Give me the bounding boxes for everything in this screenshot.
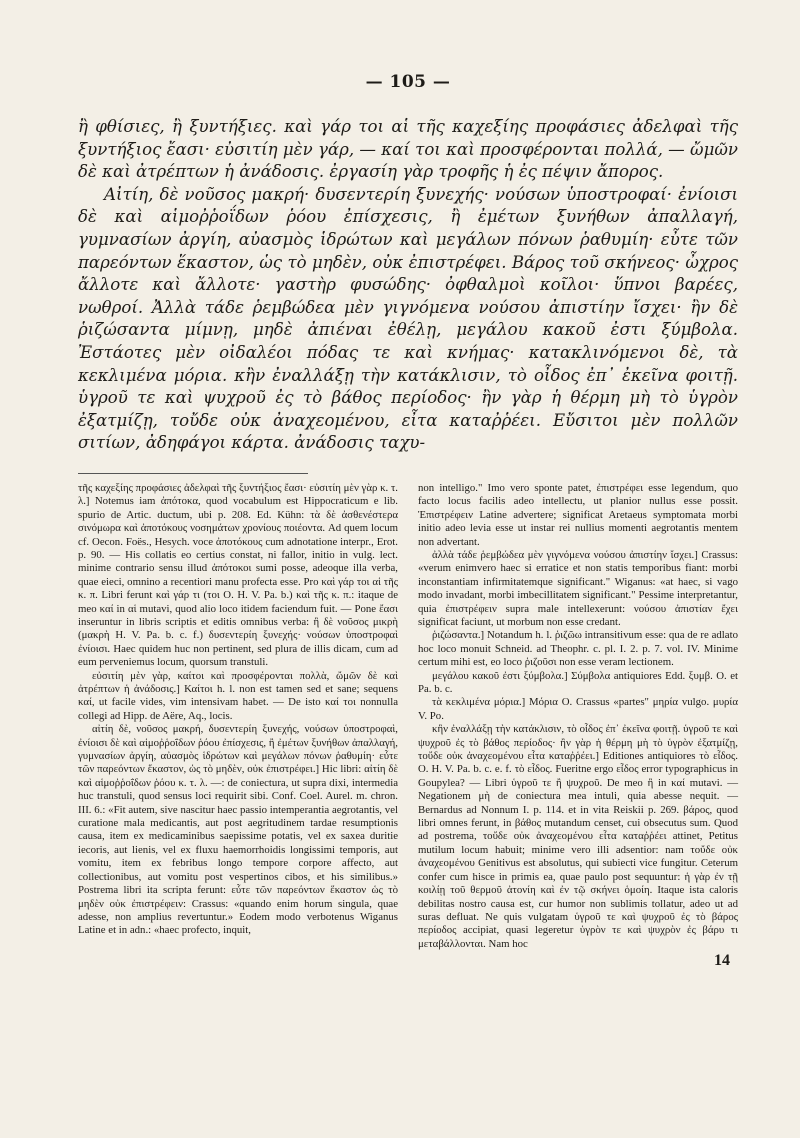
footnotes: [78, 482, 738, 968]
footnote-right-4: μεγάλου κακοῦ ἐστι ξύμβολα.] Σύμβολα antiquiores Edd. ξυμβ. O. et Pa. b. c.: [418, 669, 738, 695]
footnote-left-3: αἰτίη δὲ, νοῦσος μακρή, δυσεντερίη ξυνεχής, νούσων ὑποστροφαὶ, ἐνίοισι δὲ καὶ αἱμοῤῥοΐδων ῥόου ἐπίσχεσις, ἢ ἐμέτων ξυνήθων ἀπαλλαγή, γυμνασίων ἀργίη, αὐασμὸς ἱδρώτων καὶ μεγάλων πόνων ῥαθυμίη· εὖτε τῶν παρεόντων ἕκαστον, ὡς τὸ μηδὲν, οὐκ ἐπιστρέφει.] Hic libri: αἰτίη δὲ καὶ αἱμοῤῥοΐδων ῥόου κ. τ. λ. —: de coniectura, ut supra dixi, intermedia huc transtuli, quod sensus loci requirit sibi. Conf. Coel. Aurel. m. chron. III. 6.: «Fit autem, sive nascitur haec passio intemperantia aegrotantis, vel curatione mala medicantis, aut post aegritudinem tardae resumptionis causa, item ex medicaminibus saepissime potatis, vel ex saxea duritie iecoris, aut lienis, vel ex fluxu haemorrhoidis longissimi temporis, aut vomitu, item ex febribus longo tempore corpore affecto, aut collectionibus, aut vomitu post vespertinos cibos, et his similibus.» Postrema libri ita scripta ferunt: εὖτε τῶν παρεόντων ἕκαστον ὡς τὸ μηδὲν οὐκ ἐπιστρέφειν: Crassus: «quando enim horum singula, quae adesse, non amplius revertuntur.» Eodem modo verbotenus Wiganus Latine et in adn.: «haec profecto, inquit,: [78, 723, 398, 937]
footnote-left-1: τῆς καχεξίης προφάσιες ἀδελφαὶ τῆς ξυντήξιος ἔασι· εὐσιτίη μὲν γὰρ κ. τ. λ.] Notemus iam ἀπότοκα, quod vocabulum est Hippocraticum e lib. spurio de Artic. ductum, ubi p. 208. Ed. Kühn: τὰ δὲ ἀσθενέστερα σινόμωρα καὶ ἀποτόκους νοσημάτων χρονίους ποιέοντα. Ad quem locum cf. Oecon. Foës., Hesych. voce ἀποτόκους cum adnotatione interpr., Erot. p. 90. — His collatis eo certius constat, ni fallor, initio in vulg. lect. minime contrario sensu illud ἀπότοκοι sumi posse, adeoque illa verba, quae eieci, omnino a recentiori manu profecta esse. Pro καὶ γάρ τοι αἱ τῆς κ. π. Libri ferunt καὶ γάρ τι (τοι O. H. V. Pa. b.) καὶ τῆς κ. π.: itaque de meo καί in αἱ mutavi, quod alio loco itidem faciendum fuit. — Pone ἔασι inseruntur in libris scriptis et editis omnibus verba: ἢ δὲ νοῦσος μικρὴ (μακρὴ H. V. Pa. b. c. f.) δυσεντερίη ξυνεχής· νούσων ὑποστροφαὶ ἐνίοισι. Haec quidem huc non pertinent, sed plura de illis dicam, cum ad eum perveniemus locum, quorsum transtuli.: [78, 481, 398, 669]
footnote-right-3: ῥιζώσαντα.] Notandum h. l. ῥιζῶω intransitivum esse: qua de re adlato hoc loco monuit Schneid. ad Theophr. c. pl. I. 2. p. 7. vol. IV. Minime certum mihi est, eo loco ῥιζοῦσι non esse veram lectionem.: [418, 629, 738, 669]
main-paragraph-2: Αἰτίη, δὲ νοῦσος μακρή· δυσεντερίη ξυνεχής· νούσων ὑποστροφαί· ἐνίοισι δὲ καὶ αἱμοῤῥοΐδων ῥόου ἐπίσχεσις, ἢ ἐμέτων ξυνήθων ἀπαλλαγή, γυμνασίων ἀργίη, αὐασμὸς ἱδρώτων καὶ μεγάλων πόνων ῥαθυμίη· εὖτε τῶν παρεόντων ἕκαστον, ὡς τὸ μηδὲν, οὐκ ἐπιστρέφει. Βάρος τοῦ σκήνεος· ὦχρος ἄλλοτε καὶ ἄλλοτε· γαστὴρ φυσώδης· ὀφθαλμοὶ κοῖλοι· ὕπνοι βαρέες, νωθροί. Ἀλλὰ τάδε ῥεμβώδεα μὲν γιγνόμενα νούσου ἀπιστίην ἴσχει· ἢν δὲ ῥιζώσαντα μίμνῃ, μηδὲ ἀπιέναι ἐθέλῃ, μεγάλου κακοῦ ἐστι ξύμβολα. Ἐστάοτες μὲν οἰδαλέοι πόδας τε καὶ κνήμας· κατακλινόμενοι δὲ, τὰ κεκλιμένα μόρια. κἢν ἐναλλάξῃ τὴν κατάκλισιν, τὸ οἶδος ἐπ᾽ ἐκεῖνα φοιτῇ. ὑγροῦ τε καὶ ψυχροῦ ἐς τὸ βάθος περίοδος· ἢν γὰρ ἡ θέρμη μὴ τὸ ὑγρὸν ἐξατμίζῃ, τοὔδε οὐκ ἀναχεομένου, εἶτα καταῤῥέει. Εὔσιτοι μὲν πολλῶν σιτίων, ἀδηφάγοι κάρτα. ἀνάδοσις ταχυ-: [78, 184, 738, 453]
footnote-right-1: non intelligo." Imo vero sponte patet, ἐπιστρέφει esse legendum, quo facto locus facilis adeo intellectu, ut planior nullus esse possit. Ἐπιστρέφειν Latine advertere; significat Aretaeus symptomata morbi initio adeo levia esse ut instar rei nullius momenti aegrotantis mentem non advertant.: [418, 481, 738, 548]
main-greek-text: [78, 116, 738, 455]
footnotes-left-column: [78, 482, 398, 968]
page-number: — 105 —: [365, 72, 451, 92]
footnote-right-5: τὰ κεκλιμένα μόρια.] Μόρια O. Crassus «partes" μηρία vulgo. μυρία V. Po.: [418, 696, 738, 722]
footnote-left-2: εὐσιτίη μὲν γὰρ, καίτοι καὶ προσφέρονται πολλὰ, ὤμῶν δὲ καὶ ἀτρέπτων ἡ ἀνάδοσις.] Καίτοι h. l. non est tamen sed et sane; sequens καί, ut facile vides, vim intensivam habet. — De isto καί τοι nonnulla collegi ad Hipp. de Aëre, Aq., locis.: [78, 669, 398, 722]
footnote-right-2: ἀλλὰ τάδε ῥεμβώδεα μὲν γιγνόμενα νούσου ἀπιστίην ἴσχει.] Crassus: «verum enimvero haec si erratice et non statis temporibus fiant: morbi inconstantiam infirmitatemque significant." Wiganus: «at haec, si vago modo invadant, morbi imbecillitatem significant." Pessime interpretantur, quia ἐπιστρέφειν supra male intellexerunt: νούσου ἀπιστίαν ἔχει significat faciunt, ut morbum non esse credant.: [418, 548, 738, 628]
signature-mark: 14: [714, 952, 730, 970]
footnotes-right-column: [418, 482, 738, 968]
footnote-right-6: κἢν ἐναλλάξῃ τὴν κατάκλισιν, τὸ οἶδος ἐπ᾽ ἐκεῖνα φοιτῇ. ὑγροῦ τε καὶ ψυχροῦ ἐς τὸ βάθος περίοδος· ἢν γὰρ ἡ θέρμη μὴ τὸ ὑγρὸν ἐξατμίζῃ, τοὔδε οὐκ ἀναχεομένου εἶτα καταῤῥέει.] Editiones antiquiores τὸ εἶδος. O. H. V. Pa. b. c. e. f. τὸ εἶδος. Fueritne ergo εἶδος error typographicus in Goupylea? — Libri ὑγροῦ τε ἢ ψυχροῦ. De meo ἢ in καί mutavi. — Negationem μὴ de coniectura mea intuli, quia abesse nequit. — Bernardus ad Nonnum I. p. 114. et in vita Reiskii p. 269. βάρος, quod libri omnes ferunt, in βάθος mutandum censet, cui obsecutus sum. Quod ad postrema, τοὔδε οὐκ ἀναχεομένου εἶτα καταῤῥέει attinet, Petitus mutilum locum habuit; minime vero illi adsentior: nam τοὔδε οὐκ ἀναχεομένου Genitivus est absolutus, qui subiecti vice fungitur. Ceterum confer cum hisce in primis ea, quae paulo post sequuntur: ἡ γὰρ ἐν τῇ κοιλίῃ τοῦ θερμοῦ ἀτονίη καὶ ἐν τῷ σκήνει ὁμοίη. Itaque ista caloris debilitas nostro causa est, cur humor non sublimis tollatur, adeo ut ad suras defluat. Ne quis vulgatam ὑγροῦ τε καὶ ψυχροῦ ἐς τὸ βάρος περίοδος accipiat, quasi legeretur ὑγρὸν τε καὶ ψυχρὸν ἐς βάρυ τι μεταβάλλονται. Nam hoc: [418, 723, 738, 950]
footnote-divider: [78, 473, 308, 474]
main-paragraph-1: ἢ φθίσιες, ἢ ξυντήξιες. καὶ γάρ τοι αἱ τῆς καχεξίης προφάσιες ἀδελφαὶ τῆς ξυντήξιος ἔασι· εὐσιτίη μὲν γάρ, — καί τοι καὶ προσφέρονται πολλά, — ὤμῶν δὲ καὶ ἀτρέπτων ἡ ἀνάδοσις. ἐργασίη γὰρ τροφῆς ἡ ἐς πέψιν ἄπορος.: [78, 117, 738, 182]
